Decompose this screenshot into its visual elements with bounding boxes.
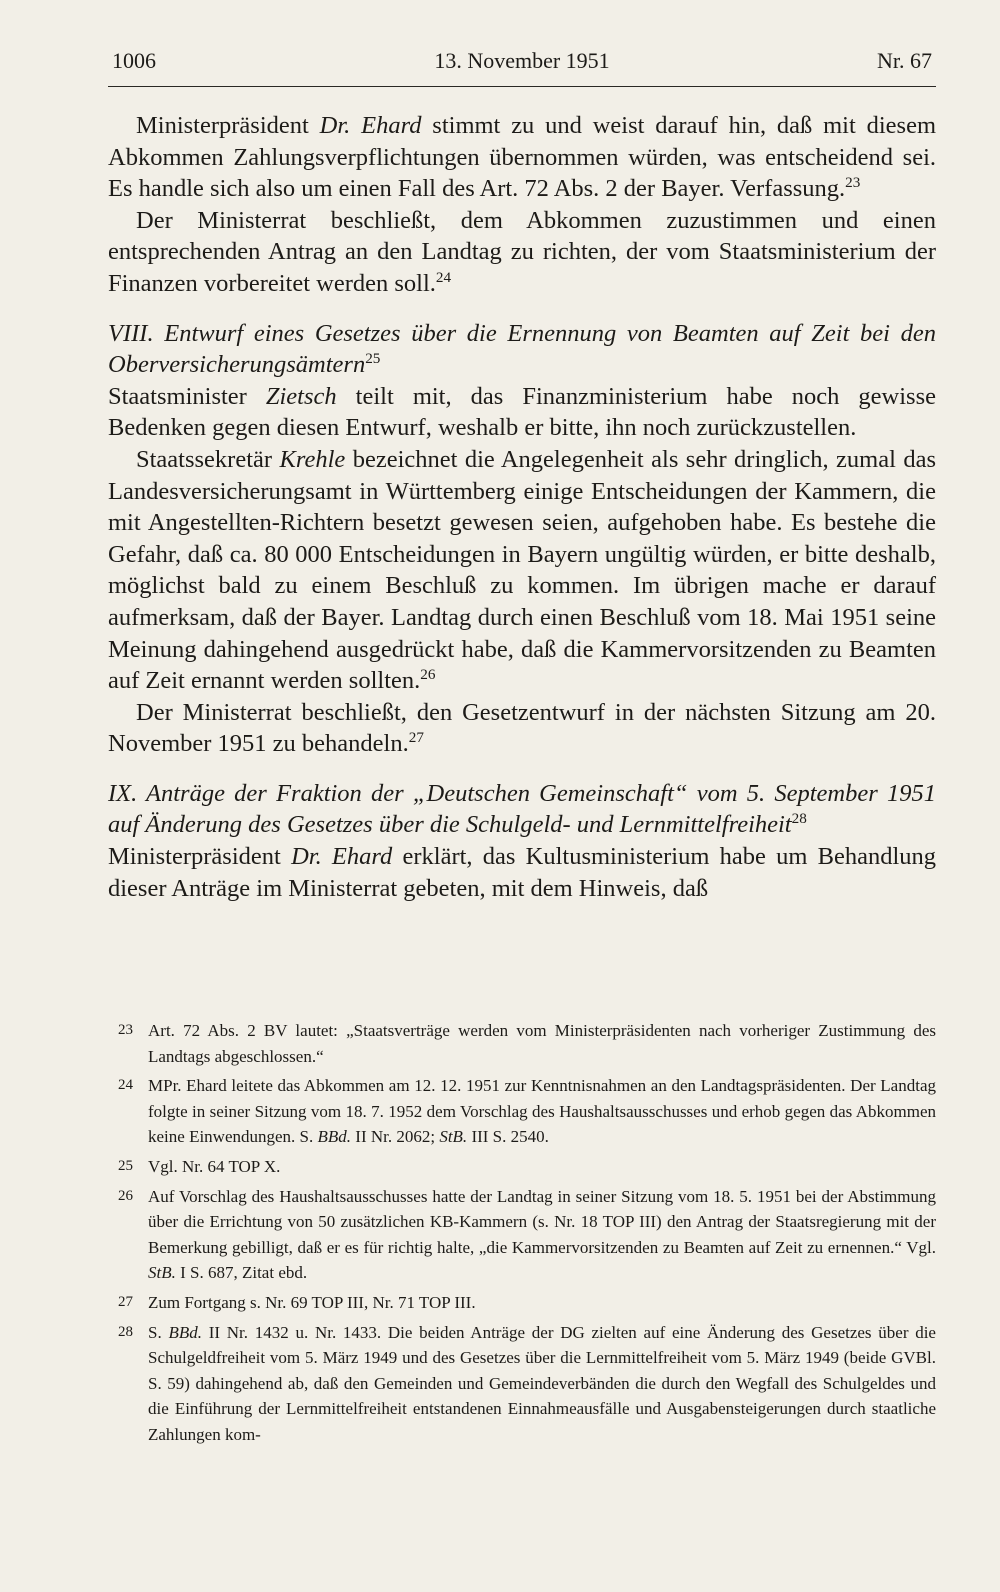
footnote-ref-26: 26: [420, 665, 436, 683]
section-heading-ix: IX. Anträge der Fraktion der „Deutschen Gemeinschaft“ vom 5. September 1951 auf Änderung des Gesetzes über die Schulgeld- und Lernmittelfreiheit$^{28}$: [108, 779, 936, 839]
footnote-ref-24: 24: [435, 268, 452, 286]
paragraph-krehle: Staatssekretär Krehle bezeichnet die Angelegenheit als sehr dringlich, zumal das Landesversicherungsamt in Württemberg einige Entscheidungen der Kammern, die mit Angestellten-Richtern besetzt gewesen seien, aufgehoben habe. Es bestehe die Gefahr, daß ca. 80 000 Entscheidungen in Bayern ungültig würden, er bitte deshalb, möglichst bald zu einem Beschluß zu kommen. Im übrigen mache er darauf aufmerksam, daß der Bayer. Landtag durch einen Beschluß vom 18. Mai 1951 seine Meinung dahingehend ausgedrückt habe, daß die Kammervorsitzenden zu Beamten auf Zeit ernannt werden sollten.$^{26}$: [108, 445, 936, 695]
footnote-27: 27 Zum Fortgang s. Nr. 69 TOP III, Nr. 71 TOP III.: [118, 1292, 476, 1312]
paragraph-ehard-culture-ministry: Ministerpräsident Dr. Ehard erklärt, das Kultusministerium habe um Behandlung dieser Anträge im Ministerrat gebeten, mit dem Hinweis, daß: [108, 843, 937, 902]
footnote-ref-23: 23: [845, 174, 861, 192]
footnotes: [108, 1018, 936, 1452]
section-heading-viii: VIII. Entwurf eines Gesetzes über die Ernennung von Beamten auf Zeit bei den Oberversicherungsämtern$^{25}$: [108, 319, 936, 379]
footnote-ref-25: 25: [365, 350, 381, 367]
footnote-23: 23 Art. 72 Abs. 2 BV lautet: „Staatsverträge werden vom Ministerpräsidenten nach vorheriger Zustimmung des Landtags abgeschlossen.“: [118, 1021, 936, 1066]
footnote-ref-28: 28: [791, 810, 807, 828]
footnote-24: 24 MPr. Ehard leitete das Abkommen am 12. 12. 1951 zur Kenntnisnahmen an den Landtagspräsidenten. Der Landtag folgte in seiner Sitzung vom 18. 7. 1952 dem Vorschlag des Haushaltsausschusses und erhob gegen das Abkommen keine Einwendungen. S. BBd. II Nr. 2062; StB. III S. 2540.: [118, 1076, 936, 1147]
paragraph-zietsch: Staatsminister Zietsch teilt mit, das Finanzministerium habe noch gewisse Bedenken gegen diesen Entwurf, weshalb er bitte, ihn noch zurückzustellen.: [108, 382, 936, 442]
paragraph-council-decision-1: Der Ministerrat beschließt, dem Abkommen zuzustimmen und einen entsprechenden Antrag an den Landtag zu richten, der vom Staatsministerium der Finanzen vorbereitet werden soll.$^{24}$: [108, 206, 936, 297]
document-number: Nr. 67: [877, 48, 932, 73]
main-text: [108, 110, 936, 904]
paragraph-ehard-agreement: Ministerpräsident Dr. Ehard stimmt zu und weist darauf hin, daß mit diesem Abkommen Zahlungsverpflichtungen übernommen würden, was entscheidend sei. Es handle sich also um einen Fall des Art. 72 Abs. 2 der Bayer. Verfassung.$^{23}$: [108, 112, 936, 203]
header-date: 13. November 1951: [434, 48, 610, 73]
page-number: 1006: [112, 48, 156, 73]
footnote-26: 26 Auf Vorschlag des Haushaltsausschusses hatte der Landtag in seiner Sitzung vom 18. 5. 1951 bei der Abstimmung über die Errichtung von 50 zusätzlichen KB-Kammern (s. Nr. 18 TOP III) den Antrag der Staatsregierung mit der Bemerkung gebilligt, daß er es für richtig halte, „die Kammervorsitzenden zu Beamten auf Zeit zu ernennen.“ Vgl. StB. I S. 687, Zitat ebd.: [118, 1186, 936, 1283]
footnote-28: 28 S. BBd. II Nr. 1432 u. Nr. 1433. Die beiden Anträge der DG zielten auf eine Änderung des Gesetzes über die Schulgeldfreiheit vom 5. März 1949 und des Gesetzes über die Lernmittelfreiheit vom 5. März 1949 (beide GVBl. S. 59) dahingehend ab, daß den Gemeinden und Gemeindeverbänden die durch den Wegfall des Schulgeldes und die Einführung der Lernmittelfreiheit entstandenen Einnahmeausfälle und Ausgabensteigerungen durch staatliche Zahlungen kom-: [118, 1322, 936, 1444]
paragraph-council-decision-2: Der Ministerrat beschließt, den Gesetzentwurf in der nächsten Sitzung am 20. November 1951 zu behandeln.$^{27}$: [108, 698, 936, 758]
footnote-ref-27: 27: [408, 729, 424, 747]
running-header: [108, 48, 936, 87]
footnote-25: 25 Vgl. Nr. 64 TOP X.: [118, 1156, 281, 1176]
